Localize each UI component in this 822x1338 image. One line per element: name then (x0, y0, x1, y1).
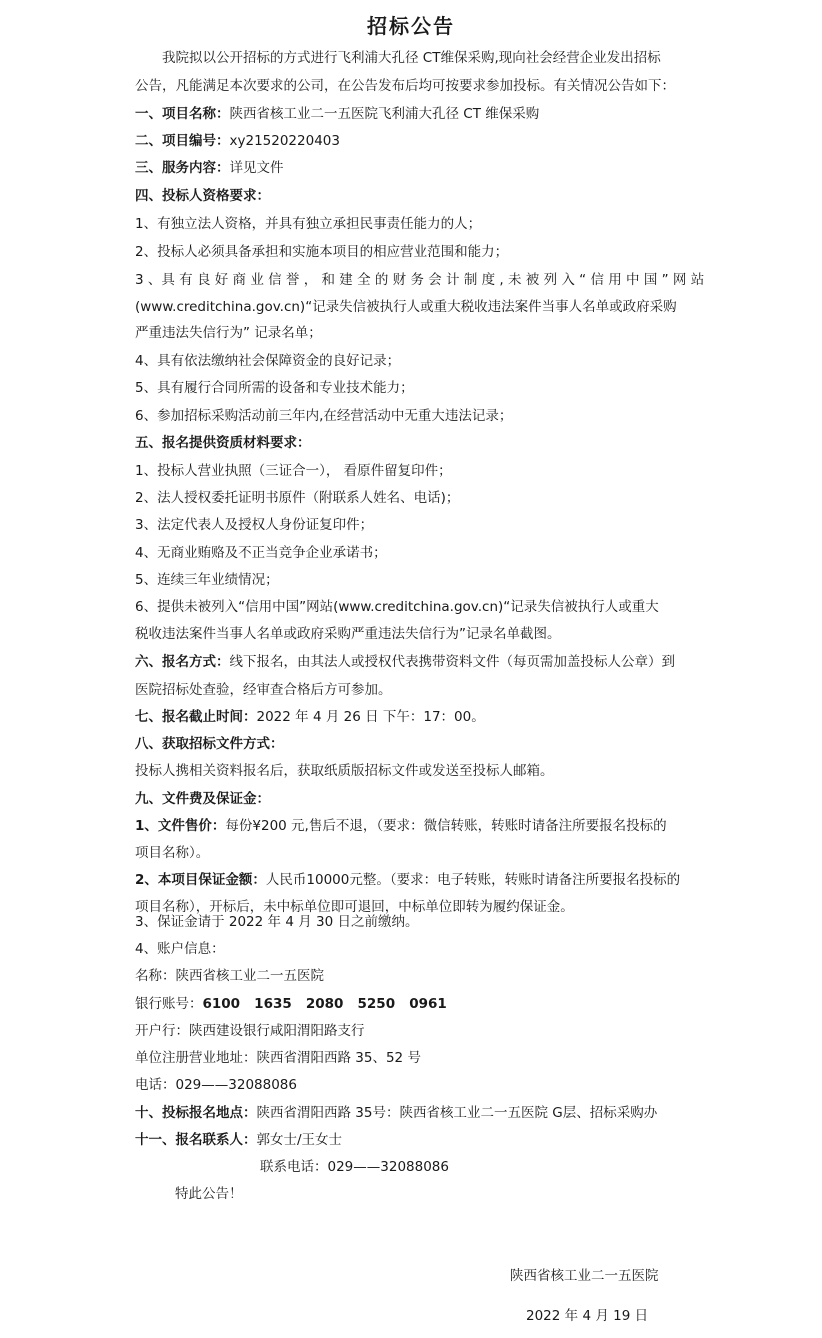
list-item: 1、投标人营业执照（三证合一）， 看原件留复印件； (135, 463, 452, 479)
section-value: 陕西省渭阳西路 35号：陕西省核工业二一五医院 G层、招标采购办 (256, 1105, 658, 1121)
list-item: 2、投标人必须具备承担和实施本项目的相应营业范围和能力； (135, 244, 509, 260)
section-value: 人民币10000元整。（要求：电子转账，转账时请备注所要报名投标的 (265, 872, 681, 888)
account-address: 单位注册营业地址：陕西省渭阳西路 35、52 号 (135, 1050, 421, 1066)
fee-deposit-cont: 项目名称），开标后，未中标单位即可退回，中标单位即转为履约保证金。 (135, 899, 574, 915)
list-item: 4、无商业贿赂及不正当竞争企业承诺书； (135, 545, 387, 561)
section-label: 十一、报名联系人： (135, 1132, 257, 1148)
section-registration-method (135, 652, 675, 672)
list-item: 3 、具 有 良 好 商 业 信 誉 ， 和 建 全 的 财 务 会 计 制 度 , 未 被 列 入 “ 信 用 中 国 ” 网 站 (135, 272, 705, 288)
account-name: 名称：陕西省核工业二一五医院 (135, 968, 324, 984)
fee-deposit (135, 870, 680, 890)
list-item: 1、有独立法人资格，并具有独立承担民事责任能力的人； (135, 216, 482, 232)
section-obtain-docs-heading: 八、获取招标文件方式： (135, 736, 284, 752)
list-item: 严重违法失信行为” 记录名单； (135, 325, 322, 341)
section-materials-heading: 五、报名提供资质材料要求： (135, 435, 311, 451)
list-item: 6、参加招标采购活动前三年内,在经营活动中无重大违法记录； (135, 408, 513, 424)
section-service-content (135, 158, 284, 178)
list-item: 税收违法案件当事人名单或政府采购严重违法失信行为”记录名单截图。 (135, 626, 561, 642)
section-label: 2、本项目保证金额： (135, 872, 266, 888)
fee-document-price-cont: 项目名称）。 (135, 845, 210, 861)
list-item: 3、法定代表人及授权人身份证复印件； (135, 517, 374, 533)
section-registration-location (135, 1103, 657, 1123)
section-value: 线下报名，由其法人或授权代表携带资料文件（每页需加盖投标人公章）到 (229, 654, 675, 670)
closing-text: 特此公告！ (175, 1186, 243, 1202)
section-label: 七、报名截止时间： (135, 709, 257, 725)
notice-title: 招标公告 (367, 14, 455, 38)
section-contact (135, 1130, 342, 1150)
list-item: 2、法人授权委托证明书原件（附联系人姓名、电话)； (135, 490, 460, 506)
fee-document-price (135, 816, 667, 836)
account-number-label: 银行账号： (135, 996, 203, 1012)
section-value: 详见文件 (229, 160, 284, 176)
intro-line-2: 公告，凡能满足本次要求的公司，在公告发布后均可按要求参加投标。有关情况公告如下： (135, 78, 675, 94)
section-registration-method-cont: 医院招标处查验，经审查合格后方可参加。 (135, 682, 392, 698)
section-label: 二、项目编号： (135, 133, 230, 149)
list-item: 4、具有依法缴纳社会保障资金的良好记录； (135, 353, 401, 369)
section-label: 一、项目名称： (135, 106, 230, 122)
list-item: 5、连续三年业绩情况； (135, 572, 279, 588)
fee-deposit-deadline: 3、保证金请于 2022 年 4 月 30 日之前缴纳。 (135, 914, 419, 930)
section-value: 每份¥200 元,售后不退，（要求：微信转账，转账时请备注所要报名投标的 (225, 818, 667, 834)
section-project-number (135, 131, 340, 151)
contact-phone: 联系电话：029——32088086 (260, 1159, 449, 1175)
list-item: 5、具有履行合同所需的设备和专业技术能力； (135, 380, 414, 396)
section-label: 六、报名方式： (135, 654, 230, 670)
account-bank: 开户行：陕西建设银行咸阳渭阳路支行 (135, 1023, 365, 1039)
account-info-heading: 4、账户信息： (135, 941, 225, 957)
signer-name: 陕西省核工业二一五医院 (510, 1268, 659, 1284)
section-deadline (135, 707, 485, 727)
section-fees-heading: 九、文件费及保证金： (135, 791, 270, 807)
section-value: 郭女士/王女士 (256, 1132, 343, 1148)
section-label: 十、投标报名地点： (135, 1105, 257, 1121)
account-phone: 电话：029——32088086 (135, 1077, 297, 1093)
intro-line-1: 我院拟以公开招标的方式进行飞利浦大孔径 CT维保采购,现向社会经营企业发出招标 (162, 50, 661, 66)
section-project-name (135, 104, 539, 124)
section-label: 三、服务内容： (135, 160, 230, 176)
signature-date: 2022 年 4 月 19 日 (526, 1308, 649, 1324)
list-item: (www.creditchina.gov.cn)“记录失信被执行人或重大税收违法案件当事人名单或政府采购 (135, 299, 677, 315)
section-qualification-heading: 四、投标人资格要求： (135, 188, 270, 204)
section-value: xy21520220403 (229, 133, 340, 149)
section-label: 1、文件售价： (135, 818, 226, 834)
account-number-value: 6100 1635 2080 5250 0961 (202, 996, 447, 1012)
section-value: 陕西省核工业二一五医院飞利浦大孔径 CT 维保采购 (229, 106, 540, 122)
section-obtain-docs-text: 投标人携相关资料报名后，获取纸质版招标文件或发送至投标人邮箱。 (135, 763, 554, 779)
account-number (135, 994, 447, 1014)
list-item: 6、提供未被列入“信用中国”网站(www.creditchina.gov.cn)“记录失信被执行人或重大 (135, 599, 659, 615)
section-value: 2022 年 4 月 26 日 下午：17：00。 (256, 709, 485, 725)
